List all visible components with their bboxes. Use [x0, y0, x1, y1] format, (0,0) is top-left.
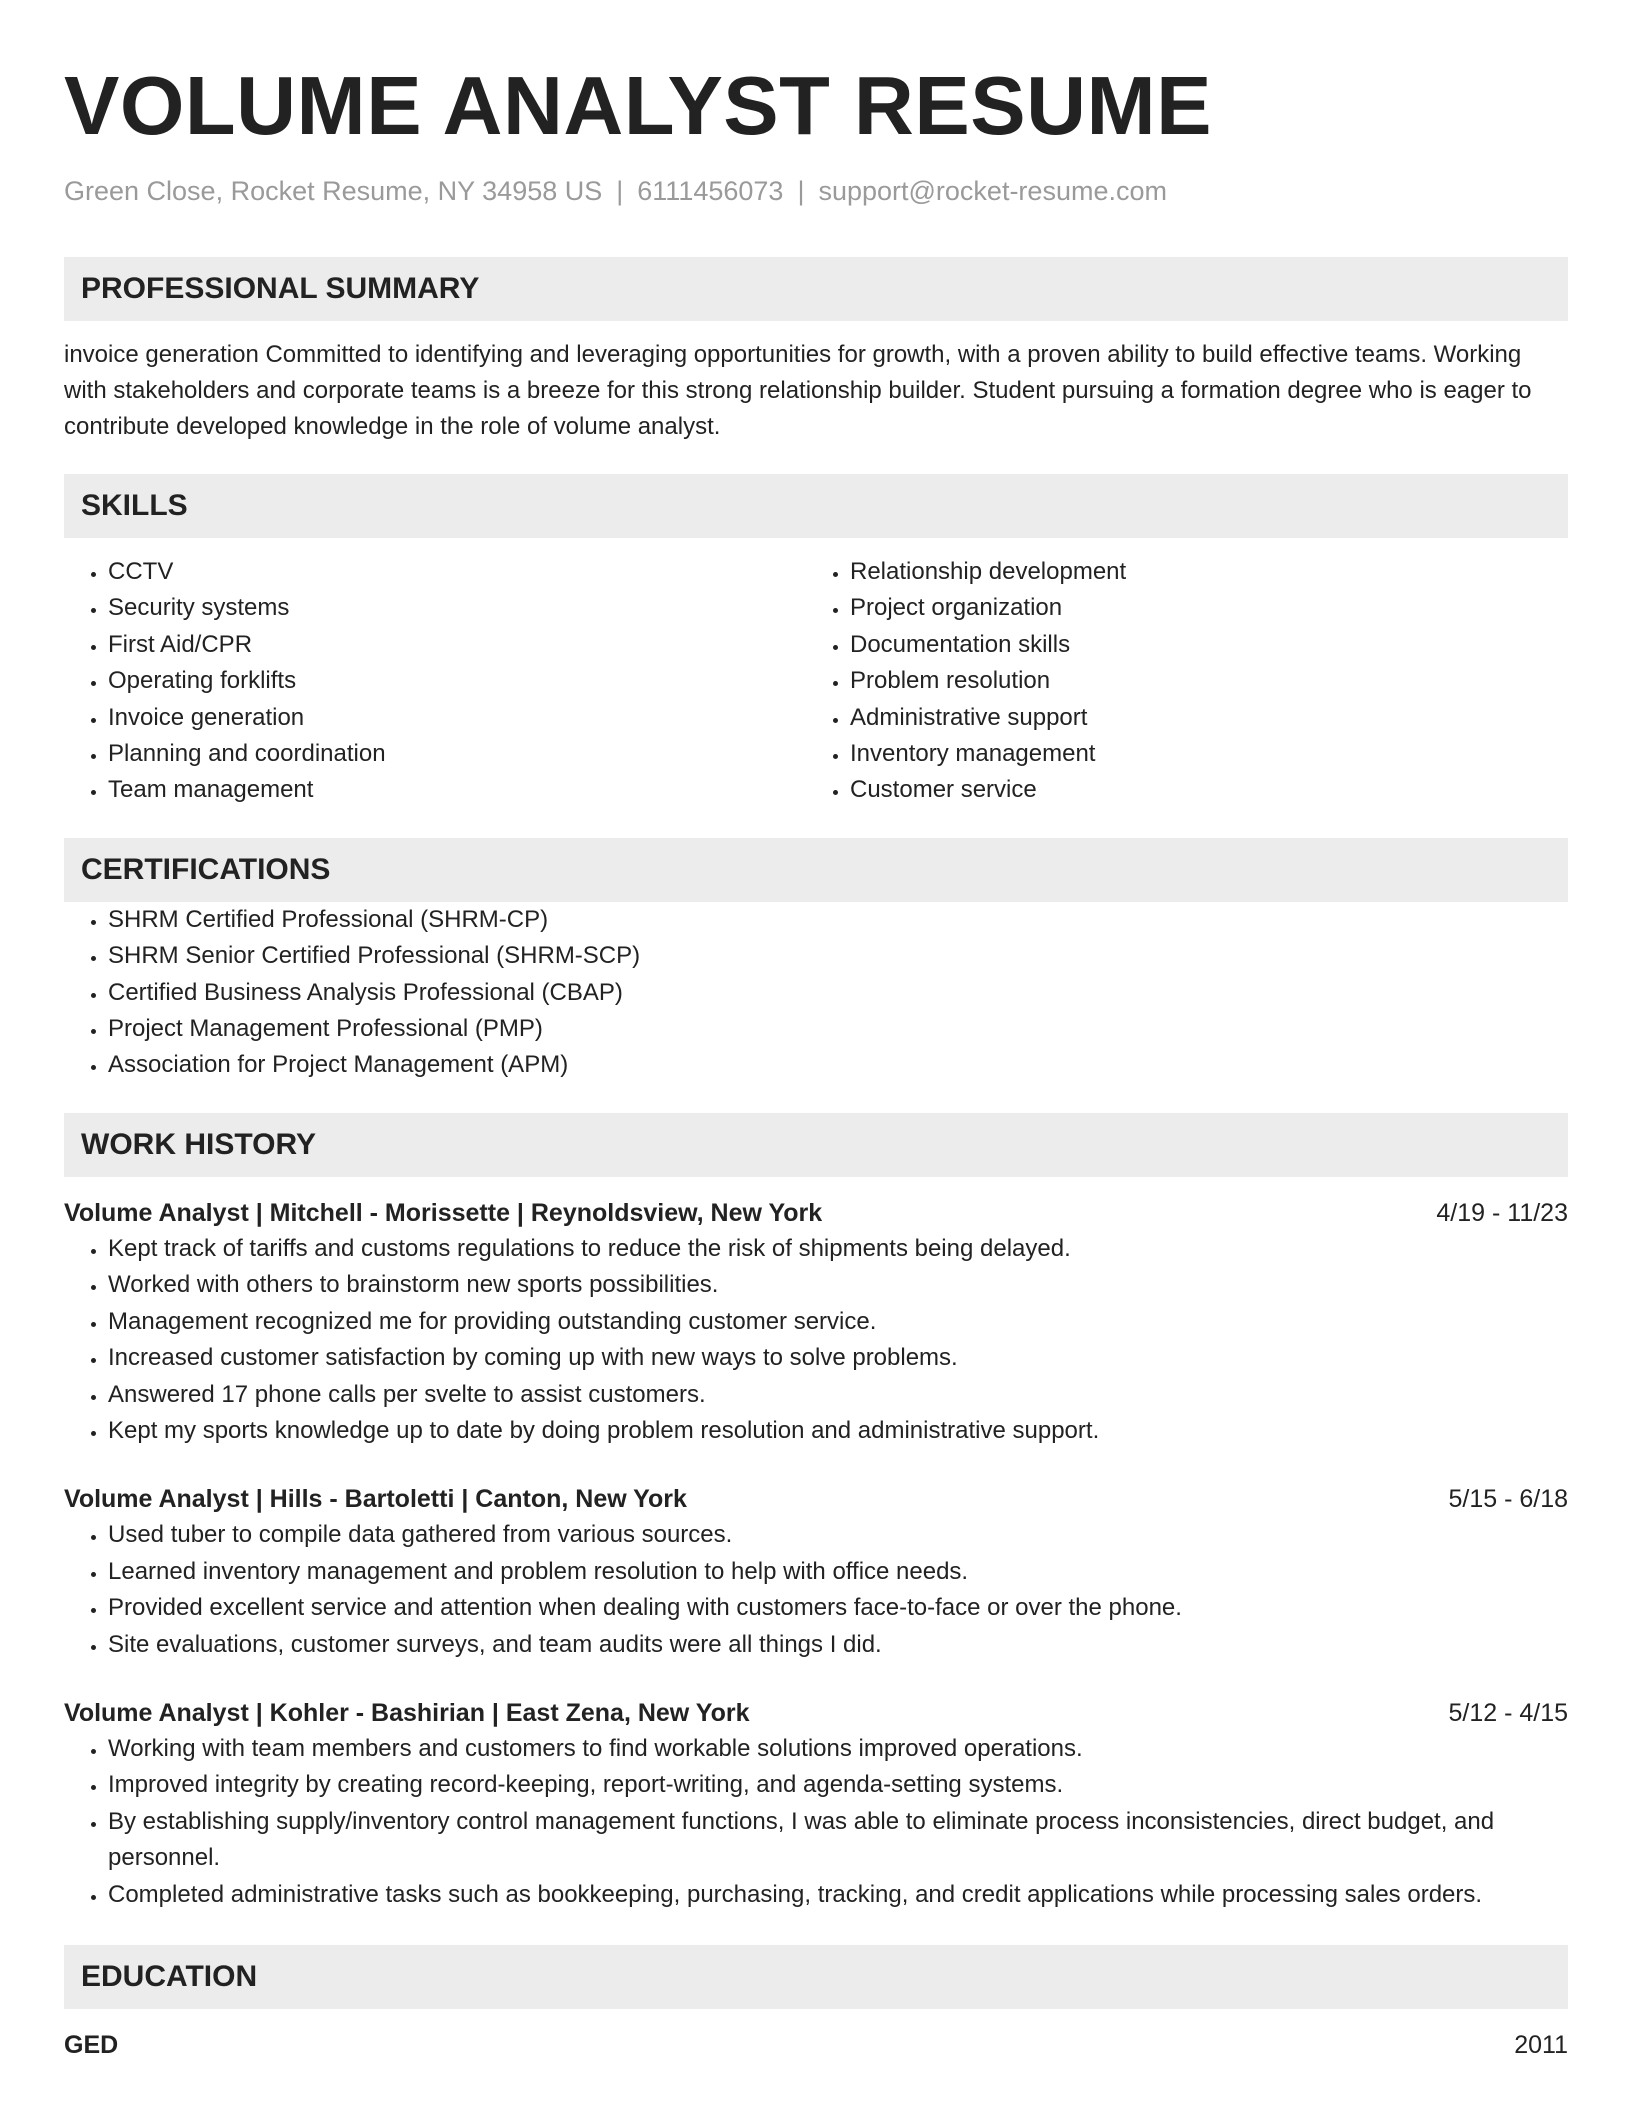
summary-heading: PROFESSIONAL SUMMARY [64, 257, 1568, 321]
job-bullet: • Used tuber to compile data gathered from various sources. [108, 1517, 1568, 1553]
job-header [64, 1481, 1568, 1517]
skill-item: • Team management [108, 772, 806, 808]
job-bullet: • Provided excellent service and attention when dealing with customers face-to-face or over the phone. [108, 1590, 1568, 1626]
skills-section [64, 474, 1568, 809]
contact-email: support@rocket-resume.com [818, 176, 1167, 206]
job-header [64, 1695, 1568, 1731]
certification-item: • Project Management Professional (PMP) [108, 1011, 1568, 1047]
skill-item: • Customer service [850, 772, 1548, 808]
job-dates: 4/19 - 11/23 [1436, 1198, 1568, 1227]
skills-list-right [806, 554, 1548, 809]
certifications-section [64, 838, 1568, 1084]
work-history-section [64, 1113, 1568, 1913]
skill-item: • First Aid/CPR [108, 627, 806, 663]
job-bullet: • Answered 17 phone calls per svelte to assist customers. [108, 1377, 1568, 1413]
job-entry [64, 1195, 1568, 1449]
skill-item: • Planning and coordination [108, 736, 806, 772]
job-bullet: • Worked with others to brainstorm new sports possibilities. [108, 1267, 1568, 1303]
job-bullets [64, 1231, 1568, 1449]
job-bullet: • Completed administrative tasks such as bookkeeping, purchasing, tracking, and credit applications while processing sales orders. [108, 1877, 1568, 1913]
job-bullet: • Increased customer satisfaction by coming up with new ways to solve problems. [108, 1340, 1568, 1376]
certification-item: • SHRM Senior Certified Professional (SHRM-SCP) [108, 938, 1568, 974]
contact-separator: | [797, 176, 805, 206]
certifications-list [64, 902, 1568, 1084]
job-bullet: • Management recognized me for providing outstanding customer service. [108, 1304, 1568, 1340]
certifications-heading: CERTIFICATIONS [64, 838, 1568, 902]
skill-item: • Administrative support [850, 700, 1548, 736]
skills-columns [64, 554, 1568, 809]
skill-item: • Problem resolution [850, 663, 1548, 699]
skills-column-left [64, 554, 806, 809]
job-bullet: • Improved integrity by creating record-keeping, report-writing, and agenda-setting systems. [108, 1767, 1568, 1803]
certification-item: • Certified Business Analysis Professional (CBAP) [108, 975, 1568, 1011]
job-bullet: • Kept track of tariffs and customs regulations to reduce the risk of shipments being delayed. [108, 1231, 1568, 1267]
education-title: GED [64, 2030, 119, 2059]
contact-separator: | [616, 176, 624, 206]
job-bullets [64, 1517, 1568, 1663]
job-dates: 5/15 - 6/18 [1448, 1485, 1568, 1514]
job-bullet: • Learned inventory management and problem resolution to help with office needs. [108, 1554, 1568, 1590]
skill-item: • CCTV [108, 554, 806, 590]
job-bullets [64, 1731, 1568, 1913]
skill-item: • Documentation skills [850, 627, 1548, 663]
job-bullet: • By establishing supply/inventory control management functions, I was able to eliminate process inconsistencies, direct budget, and personnel. [108, 1804, 1568, 1877]
summary-text: invoice generation Committed to identifying and leveraging opportunities for growth, with a proven ability to build effective teams. Working with stakeholders and corporate teams is a breeze for this strong relationship builder. Student pursuing a formation degree who is eager to contribute developed knowledge in the role of volume analyst. [64, 341, 1532, 440]
job-dates: 5/12 - 4/15 [1448, 1698, 1568, 1727]
contact-address: Green Close, Rocket Resume, NY 34958 US [64, 176, 603, 206]
contact-phone: 6111456073 [637, 176, 784, 206]
skill-item: • Project organization [850, 590, 1548, 626]
job-title: Volume Analyst | Hills - Bartoletti | Canton, New York [64, 1485, 687, 1514]
job-header [64, 1195, 1568, 1231]
skill-item: • Operating forklifts [108, 663, 806, 699]
skill-item: • Security systems [108, 590, 806, 626]
skills-heading: SKILLS [64, 474, 1568, 538]
skill-item: • Relationship development [850, 554, 1548, 590]
job-bullet: • Kept my sports knowledge up to date by doing problem resolution and administrative support. [108, 1413, 1568, 1449]
job-entry [64, 1695, 1568, 1913]
education-section [64, 1945, 1568, 2063]
education-year: 2011 [1514, 2030, 1568, 2059]
job-title: Volume Analyst | Mitchell - Morissette | Reynoldsview, New York [64, 1198, 823, 1227]
skills-column-right [806, 554, 1548, 809]
skills-list-left [64, 554, 806, 809]
job-bullet: • Working with team members and customers to find workable solutions improved operations. [108, 1731, 1568, 1767]
skill-item: • Invoice generation [108, 700, 806, 736]
education-heading: EDUCATION [64, 1945, 1568, 2009]
resume-title: VOLUME ANALYST RESUME [64, 59, 1213, 152]
certification-item: • SHRM Certified Professional (SHRM-CP) [108, 902, 1568, 938]
skill-item: • Inventory management [850, 736, 1548, 772]
summary-section [64, 257, 1568, 445]
job-bullet: • Site evaluations, customer surveys, and team audits were all things I did. [108, 1627, 1568, 1663]
education-entry [64, 2027, 1568, 2063]
certification-item: • Association for Project Management (APM) [108, 1047, 1568, 1083]
job-entry [64, 1481, 1568, 1663]
work-history-heading: WORK HISTORY [64, 1113, 1568, 1177]
contact-line [64, 174, 1568, 208]
job-title: Volume Analyst | Kohler - Bashirian | East Zena, New York [64, 1698, 750, 1727]
